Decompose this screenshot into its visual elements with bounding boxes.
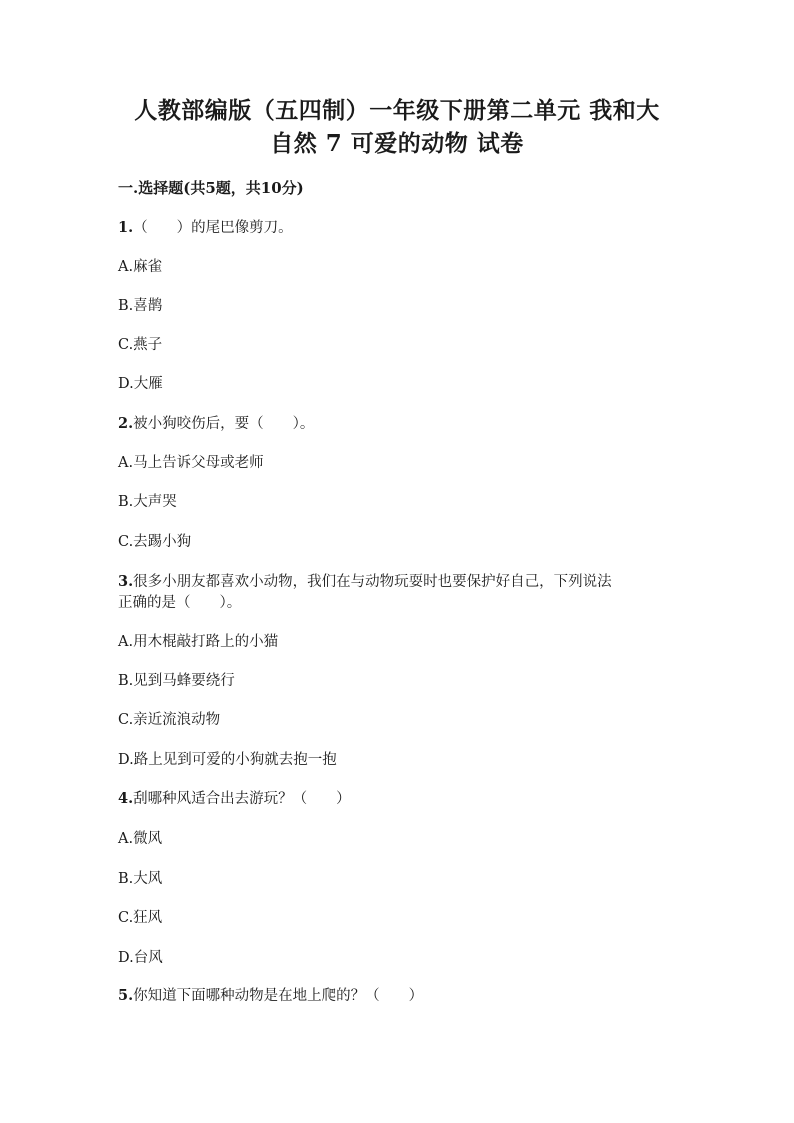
question-2 (118, 414, 314, 434)
option-3a: A.用木棍敲打路上的小猫 (118, 634, 279, 650)
document-title (118, 94, 676, 160)
question-number: 2. (118, 415, 134, 432)
question-5 (118, 986, 423, 1006)
option-4c: C.狂风 (118, 910, 163, 926)
question-1 (118, 218, 293, 238)
option-1c: C.燕子 (118, 337, 163, 353)
title-line-2: 自然 7 可爱的动物 试卷 (270, 130, 524, 157)
option-4d: D.台风 (118, 950, 163, 966)
section-heading: 一.选择题(共5题，共10分) (118, 179, 304, 197)
question-text: （ ）的尾巴像剪刀。 (133, 220, 293, 236)
question-text: 刮哪种风适合出去游玩？（ ） (133, 791, 351, 807)
option-3d: D.路上见到可爱的小狗就去抱一抱 (118, 752, 337, 768)
question-3 (118, 572, 612, 592)
title-line-1: 人教部编版（五四制）一年级下册第二单元 我和大 (134, 97, 660, 124)
question-text: 你知道下面哪种动物是在地上爬的？（ ） (133, 988, 424, 1004)
question-number: 5. (118, 987, 134, 1004)
option-4b: B.大风 (118, 871, 163, 887)
option-1b: B.喜鹊 (118, 298, 163, 314)
option-2c: C.去踢小狗 (118, 534, 192, 550)
option-3c: C.亲近流浪动物 (118, 712, 221, 728)
option-3b: B.见到马蜂要绕行 (118, 673, 235, 689)
question-number: 1. (118, 219, 134, 236)
option-2b: B.大声哭 (118, 494, 177, 510)
option-4a: A.微风 (118, 831, 163, 847)
option-1d: D.大雁 (118, 376, 163, 392)
question-text: 很多小朋友都喜欢小动物，我们在与动物玩耍时也要保护好自己，下列说法 (133, 574, 612, 590)
option-1a: A.麻雀 (118, 259, 163, 275)
option-2a: A.马上告诉父母或老师 (118, 455, 264, 471)
question-number: 3. (118, 573, 134, 590)
question-number: 4. (118, 790, 134, 807)
question-3-continuation: 正确的是（ ）。 (118, 595, 242, 611)
question-4 (118, 789, 351, 809)
question-text: 被小狗咬伤后，要（ ）。 (133, 416, 315, 432)
